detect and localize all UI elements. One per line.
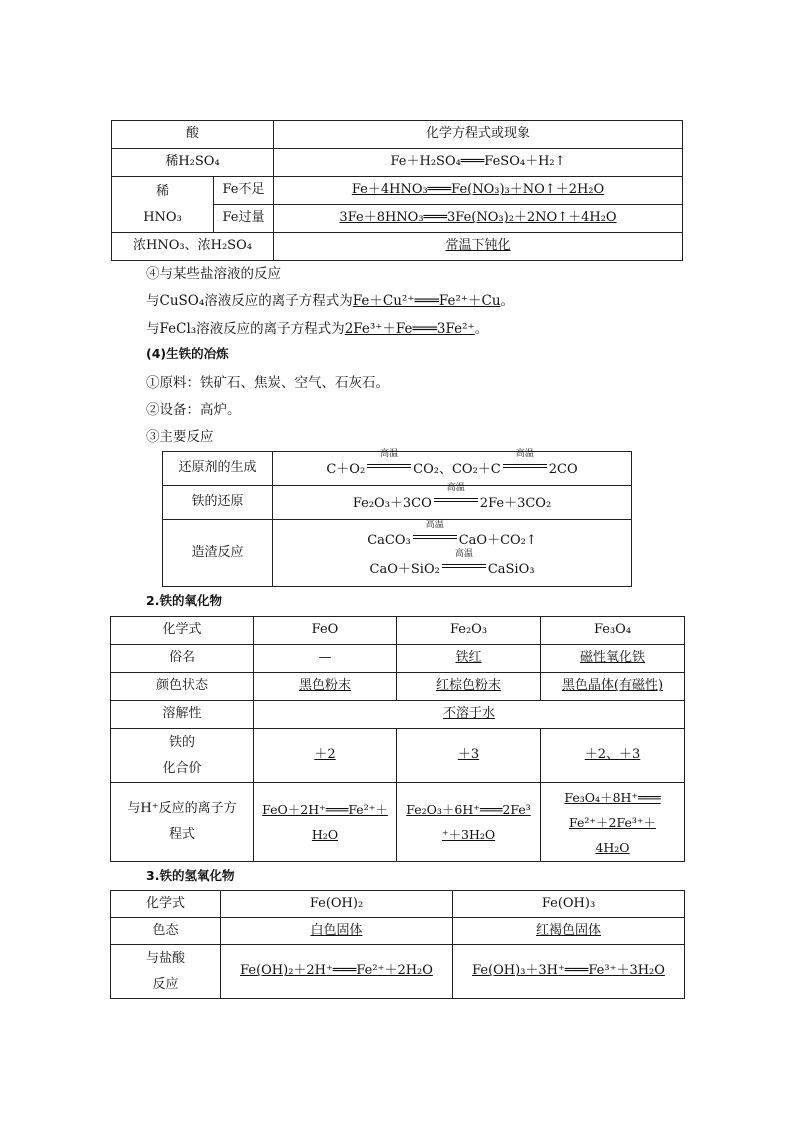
equation [273,482,632,520]
equation-line: 4H₂O [595,839,630,855]
table-row [111,645,685,673]
table-row [111,729,685,783]
high-temp-arrow [434,482,478,507]
hcl-reaction: Fe(OH)₂＋2H⁺═══Fe²⁺＋2H₂O [221,945,453,999]
row-label-line: 反应 [152,976,179,992]
hydroxides-heading: 3.铁的氢氧化物 [146,868,235,883]
condition-text: 高温 [515,448,534,459]
color-state: 红棕色粉末 [397,673,541,701]
valence: ＋2、＋3 [541,729,685,783]
high-temp-arrow [413,519,457,544]
row-label [111,783,254,862]
reactant: CaCO₃ [367,532,411,548]
product: CaSiO₃ [487,562,535,577]
high-temp-arrow [367,448,411,473]
row-label-line: 铁的 [168,734,195,750]
reactant: Fe₂O₃＋3CO [352,495,432,511]
acid-name: 浓HNO₃、浓H₂SO₄ [112,233,274,261]
color-state: 白色固体 [221,918,453,945]
equation: 3Fe＋8HNO₃═══3Fe(NO₃)₂＋2NO↑＋4H₂O [274,205,683,233]
acid-reaction-table [111,120,683,261]
reaction-label: 铁的还原 [163,486,273,520]
equation [273,520,632,587]
oxides-heading: 2.铁的氧化物 [146,593,222,608]
product: 2Fe＋3CO₂ [479,495,552,511]
reaction-label: 造渣反应 [163,520,273,587]
table-row [111,617,685,645]
main-reactions-label: ③主要反应 [146,429,214,445]
hcl-reaction: Fe(OH)₃＋3H⁺═══Fe³⁺＋3H₂O [453,945,685,999]
table-row [112,121,683,149]
row-label: 化学式 [111,617,254,645]
iron-hydroxides-table [110,890,685,999]
acid-name [112,177,214,233]
formula: Fe₂O₃ [397,617,541,645]
table-row [112,233,683,261]
cuso4-prefix: 与CuSO₄溶液反应的离子方程式为 [146,293,353,309]
equation-line: Fe₂O₃＋6H⁺═══2Fe³ [406,802,531,817]
phenomenon: 常温下钝化 [274,233,683,261]
condition-text: 高温 [454,549,473,559]
common-name: 磁性氧化铁 [541,645,685,673]
color-state: 黑色晶体(有磁性) [541,673,685,701]
fecl3-prefix: 与FeCl₃溶液反应的离子方程式为 [146,321,345,337]
equation-line: FeO＋2H⁺═══Fe²⁺＋ [262,802,388,817]
product: CaO＋CO₂↑ [458,532,537,548]
period: 。 [474,321,489,337]
equation: Fe＋H₂SO₄═══FeSO₄＋H₂↑ [274,149,683,177]
formula: FeO [254,617,397,645]
valence: ＋3 [397,729,541,783]
high-temp-arrow [503,448,547,473]
header-equation: 化学方程式或现象 [274,121,683,149]
table-row [111,701,685,729]
equation-line: ⁺＋3H₂O [441,827,496,842]
table-row [111,918,685,945]
table-row [111,783,685,862]
table-row [111,945,685,999]
ionic-equation [254,783,397,862]
reactant: CaO＋SiO₂ [369,562,440,577]
table-row [111,673,685,701]
equation-line: Fe₃O₄＋8H⁺═══ [564,789,661,805]
high-temp-arrow [442,549,486,573]
raw-materials: ①原料：铁矿石、焦炭、空气、石灰石。 [146,375,389,391]
table-row [163,520,632,587]
formula: Fe(OH)₂ [221,891,453,918]
fecl3-equation: 2Fe³⁺＋Fe═══3Fe²⁺ [344,321,475,337]
equipment: ②设备：高炉。 [146,402,241,418]
row-label: 俗名 [111,645,254,673]
row-label [111,729,254,783]
equation: Fe＋4HNO₃═══Fe(NO₃)₃＋NO↑＋2H₂O [274,177,683,205]
row-label-line: 与H⁺反应的离子方 [127,801,237,816]
condition: Fe过量 [214,205,274,233]
row-label: 化学式 [111,891,221,918]
row-label-line: 与盐酸 [145,950,185,966]
cuso4-equation: Fe＋Cu²⁺═══Fe²⁺＋Cu [352,293,501,309]
table-row [163,486,632,520]
product: 2CO [548,461,578,477]
reactant: C＋O₂ [326,461,366,477]
ionic-equation [541,783,685,862]
table-row [112,177,683,205]
row-label: 颜色状态 [111,673,254,701]
formula: Fe₃O₄ [541,617,685,645]
condition-text: 高温 [380,448,399,459]
product: CO₂、CO₂＋C [413,461,501,477]
common-name: 铁红 [397,645,541,673]
fecl3-sentence [146,317,488,337]
acid-name: 稀H₂SO₄ [112,149,274,177]
row-label-line: 程式 [168,827,195,842]
condition: Fe不足 [214,177,274,205]
table-row [112,149,683,177]
color-state: 红褐色固体 [453,918,685,945]
row-label: 色态 [111,918,221,945]
row-label-line: 化合价 [162,760,202,776]
solubility: 不溶于水 [254,701,685,729]
formula: Fe(OH)₃ [453,891,685,918]
condition-text: 高温 [425,519,444,530]
acid-name-line: HNO₃ [143,209,182,225]
condition-text: 高温 [446,482,465,493]
iron-oxides-table [110,616,685,862]
row-label [111,945,221,999]
equation [273,448,632,486]
reaction-label: 还原剂的生成 [163,452,273,486]
equation-line: Fe²⁺＋2Fe³⁺＋ [569,814,656,830]
common-name: — [254,645,397,673]
smelting-heading: (4)生铁的冶炼 [146,346,229,361]
ionic-equation [397,783,541,862]
color-state: 黑色粉末 [254,673,397,701]
table-row [111,891,685,918]
valence: ＋2 [254,729,397,783]
row-label: 溶解性 [111,701,254,729]
equation-line: H₂O [311,827,339,842]
salt-heading: ④与某些盐溶液的反应 [146,266,281,282]
smelting-reaction-table [162,448,632,587]
cuso4-sentence [146,289,514,309]
table-row [163,452,632,486]
period: 。 [500,293,515,309]
header-acid: 酸 [112,121,274,149]
acid-name-line: 稀 [155,183,169,199]
